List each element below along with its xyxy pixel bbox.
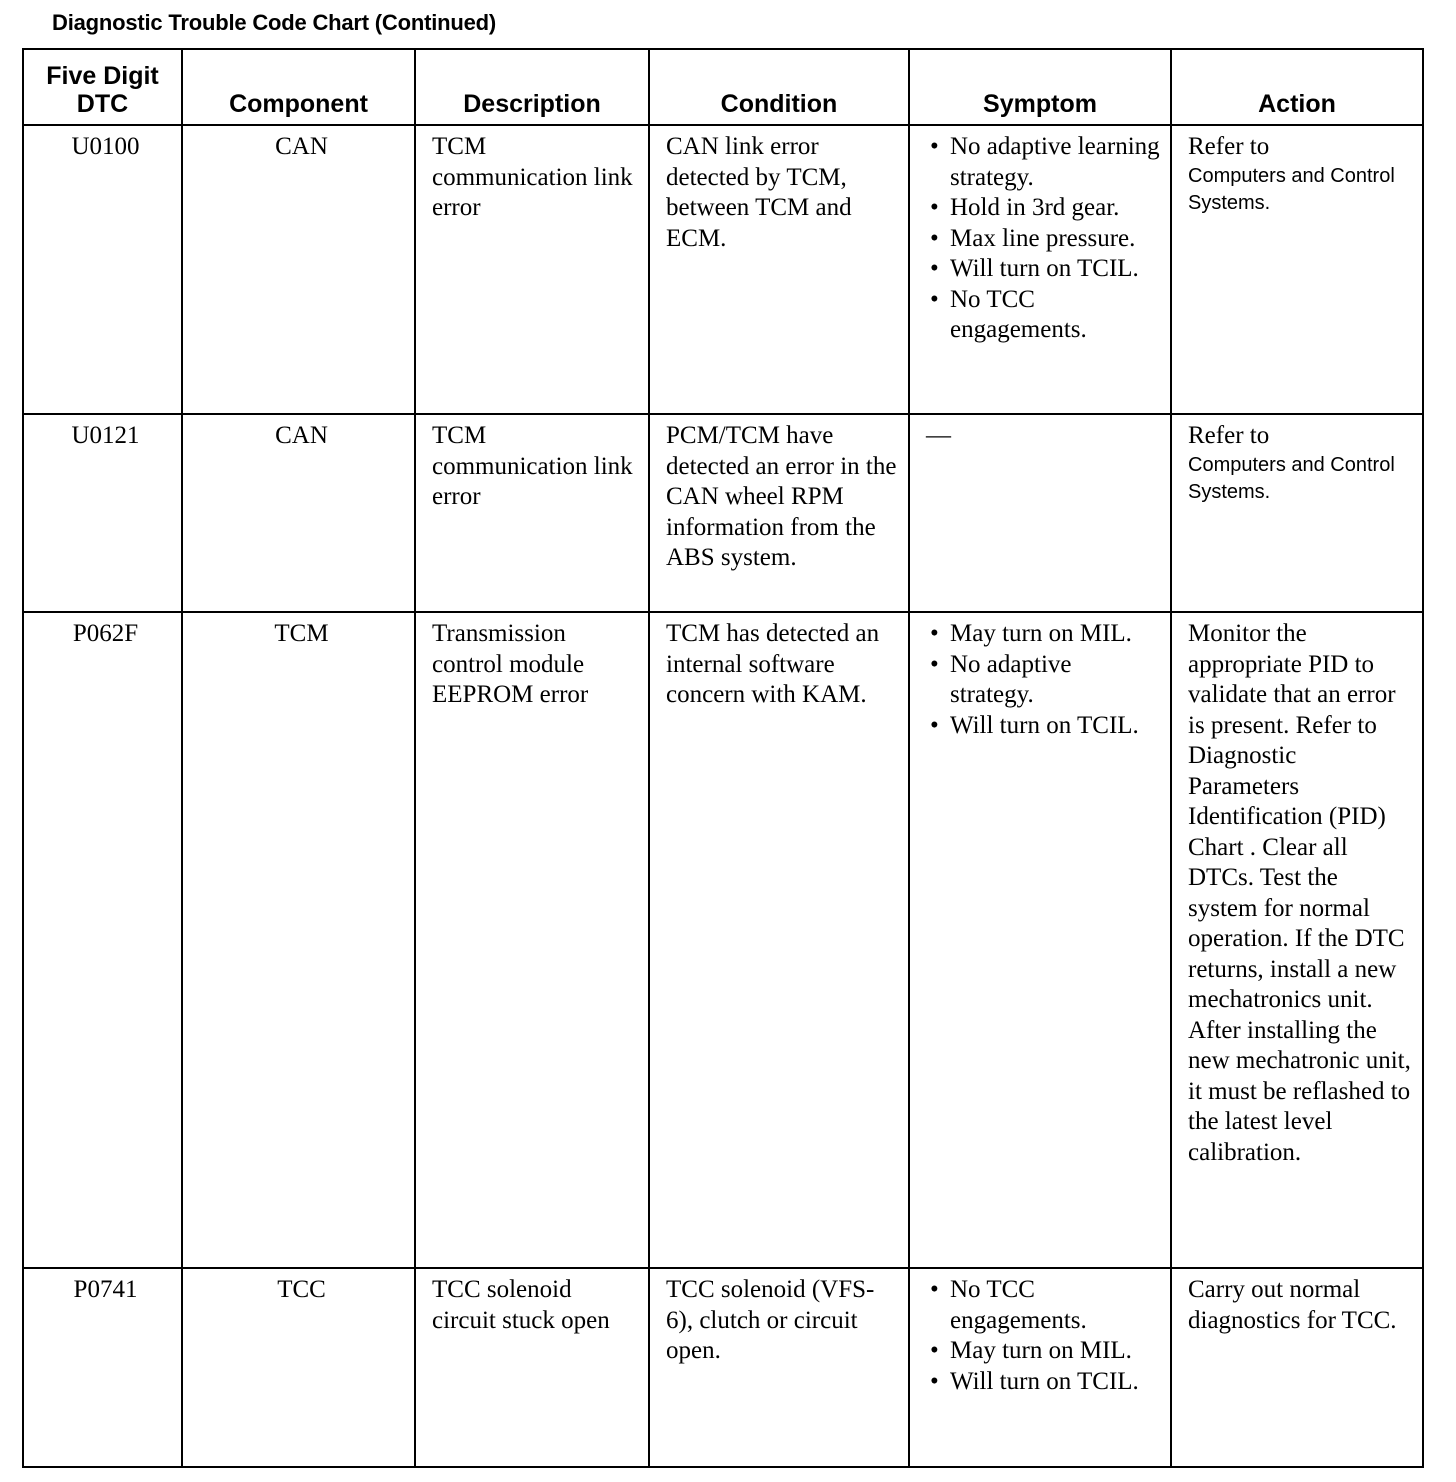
- table-row: [23, 612, 1423, 1268]
- description-cell: Transmission control module EEPROM error: [415, 612, 649, 1268]
- condition-cell: TCM has detected an internal software concern with KAM.: [649, 612, 909, 1268]
- component-cell: TCC: [182, 1268, 415, 1467]
- table-row: [23, 125, 1423, 414]
- symptom-item: • No adaptive learning strategy.: [926, 132, 1160, 193]
- header-dtc: Five Digit DTC: [23, 49, 182, 125]
- description-cell: TCC solenoid circuit stuck open: [415, 1268, 649, 1467]
- symptom-item: • No adaptive strategy.: [926, 650, 1160, 711]
- action-reference-link[interactable]: Computers and Control Systems.: [1188, 164, 1395, 214]
- symptom-item: • Will turn on TCIL.: [926, 254, 1160, 285]
- header-component: Component: [182, 49, 415, 125]
- component-cell: TCM: [182, 612, 415, 1268]
- component-cell: CAN: [182, 414, 415, 612]
- symptom-list: [926, 132, 1160, 346]
- symptom-item: • May turn on MIL.: [926, 1336, 1160, 1367]
- action-cell: Monitor the appropriate PID to validate that an error is present. Refer to Diagnostic Parameters Identification (PID) Chart . Clear all DTCs. Test the system for normal operation. If the DTC returns, install a new mechatronics unit. After installing the new mechatronic unit, it must be reflashed to the latest level calibration.: [1171, 612, 1423, 1268]
- description-cell: TCM communication link error: [415, 125, 649, 414]
- header-action: Action: [1171, 49, 1423, 125]
- header-symptom: Symptom: [909, 49, 1171, 125]
- dtc-table: [22, 48, 1424, 1468]
- symptom-cell: [909, 1268, 1171, 1467]
- action-cell: Carry out normal diagnostics for TCC.: [1171, 1268, 1423, 1467]
- header-description: Description: [415, 49, 649, 125]
- symptom-item: • Max line pressure.: [926, 224, 1160, 255]
- symptom-cell: [909, 612, 1171, 1268]
- header-condition: Condition: [649, 49, 909, 125]
- condition-cell: TCC solenoid (VFS-6), clutch or circuit open.: [649, 1268, 909, 1467]
- symptom-item: • Will turn on TCIL.: [926, 711, 1160, 742]
- condition-cell: CAN link error detected by TCM, between TCM and ECM.: [649, 125, 909, 414]
- symptom-item: • May turn on MIL.: [926, 619, 1160, 650]
- symptom-list: [926, 619, 1160, 741]
- symptom-cell: [909, 125, 1171, 414]
- component-cell: CAN: [182, 125, 415, 414]
- symptom-item: • No TCC engagements.: [926, 285, 1160, 346]
- symptom-item: • Will turn on TCIL.: [926, 1367, 1160, 1398]
- action-lead: Refer to: [1188, 422, 1270, 449]
- symptom-item: • No TCC engagements.: [926, 1275, 1160, 1336]
- action-reference-link[interactable]: Computers and Control Systems.: [1188, 453, 1395, 503]
- table-row: [23, 1268, 1423, 1467]
- action-cell: [1171, 125, 1423, 414]
- dtc-code: U0121: [23, 414, 182, 612]
- symptom-list: [926, 1275, 1160, 1397]
- symptom-cell: —: [909, 414, 1171, 612]
- description-cell: TCM communication link error: [415, 414, 649, 612]
- symptom-item: • Hold in 3rd gear.: [926, 193, 1160, 224]
- action-cell: [1171, 414, 1423, 612]
- table-row: [23, 414, 1423, 612]
- dtc-code: U0100: [23, 125, 182, 414]
- condition-cell: PCM/TCM have detected an error in the CAN wheel RPM information from the ABS system.: [649, 414, 909, 612]
- dtc-code: P0741: [23, 1268, 182, 1467]
- page-title: Diagnostic Trouble Code Chart (Continued): [52, 10, 497, 35]
- header-row: [23, 49, 1423, 125]
- dtc-code: P062F: [23, 612, 182, 1268]
- action-lead: Refer to: [1188, 133, 1270, 160]
